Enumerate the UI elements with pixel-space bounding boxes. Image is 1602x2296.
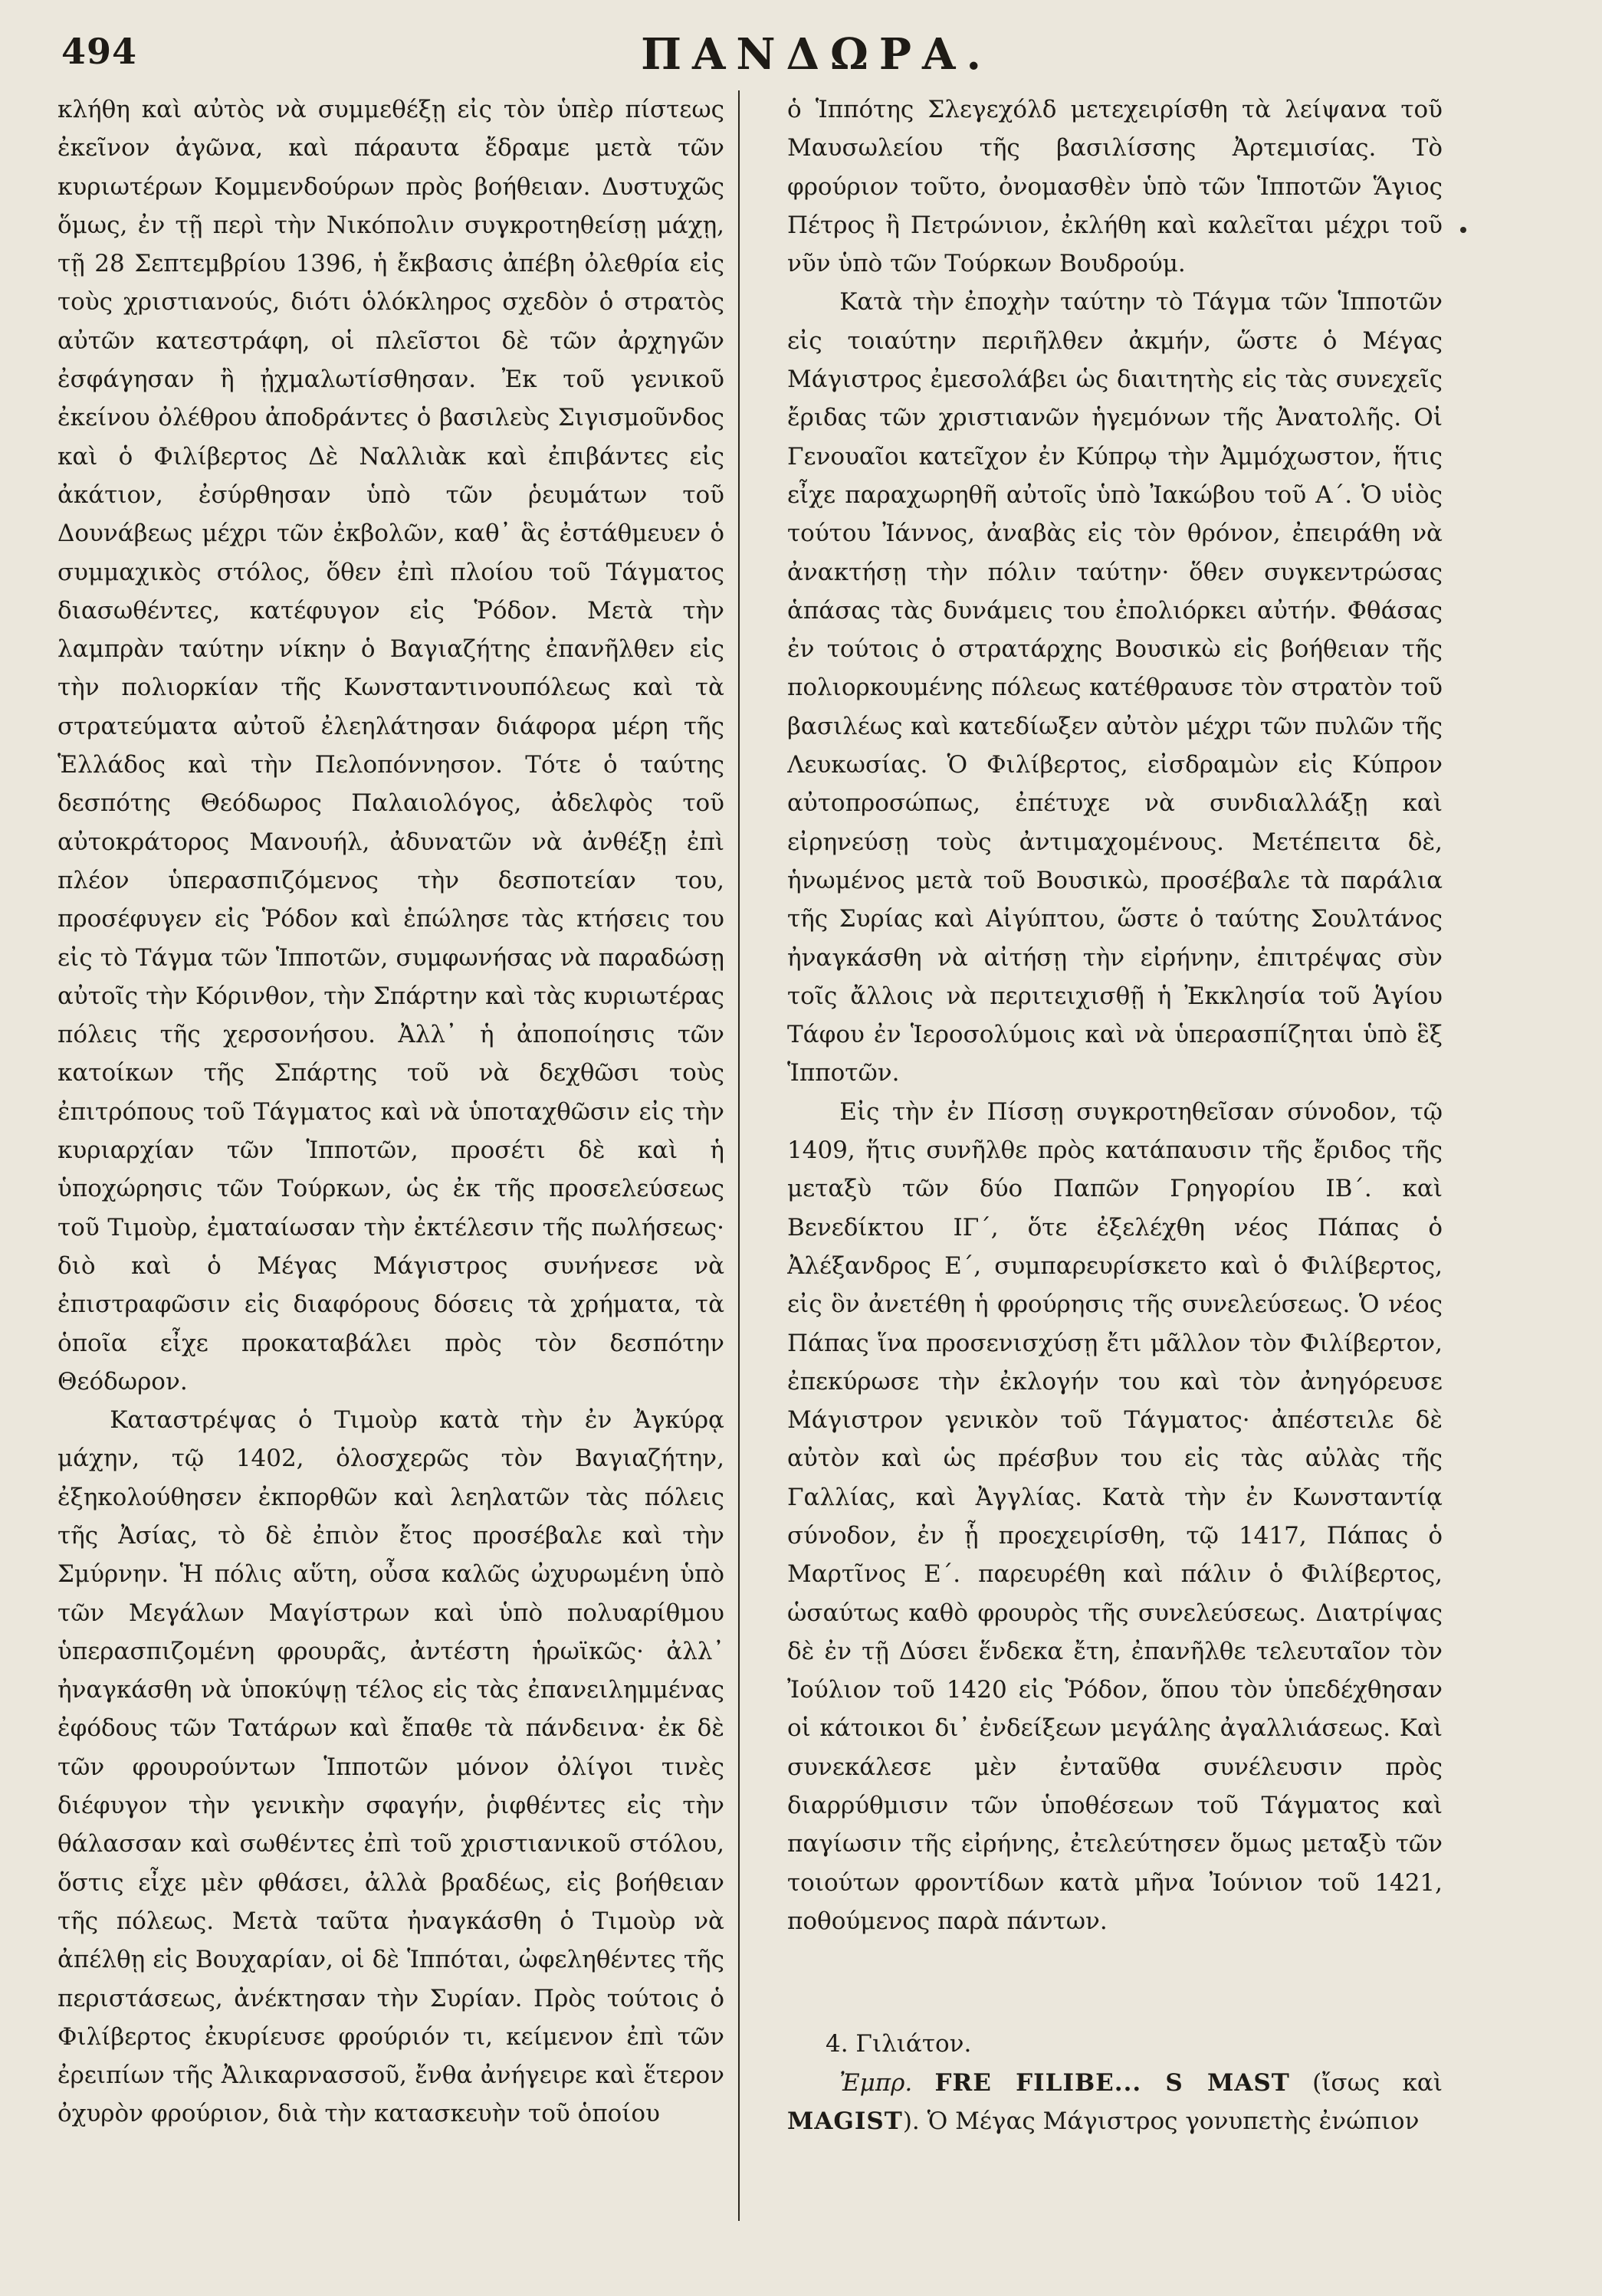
margin-mark xyxy=(1460,227,1466,233)
note-rest: ). Ὁ Μέγας Μάγιστρος γονυπετὴς ἐνώπιον xyxy=(902,2107,1420,2135)
inscription-caps-2: MAGIST xyxy=(787,2107,903,2135)
note-heading: 4. Γιλιάτον. xyxy=(826,2030,972,2058)
running-title: ΠΑΝΔΩΡΑ. xyxy=(641,29,992,80)
left-paragraph-2: Καταστρέψας ὁ Τιμοὺρ κατὰ τὴν ἐν Ἀγκύρᾳ μάχην, τῷ 1402, ὁλοσχερῶς τὸν Βαγιαζήτην, ἐξηκολούθησεν ἐκπορθῶν καὶ λεηλατῶν τὰς πόλεις τῆς Ἀσίας, τὸ δὲ ἐπιὸν ἔτος προσέβαλε καὶ τὴν Σμύρνην. Ἡ πόλις αὕτη, οὖσα καλῶς ὠχυρωμένη ὑπὸ τῶν Μεγάλων Μαγίστρων καὶ ὑπὸ πολυαρίθμου ὑπερασπιζομένη φρουρᾶς, ἀντέστη ἡρωϊκῶς· ἀλλ᾽ ἠναγκάσθη νὰ ὑποκύψῃ τέλος εἰς τὰς ἐπανειλημμένας ἐφόδους τῶν Τατάρων καὶ ἔπαθε τὰ πάνδεινα· ἐκ δὲ τῶν φρουρούντων Ἱπποτῶν μόνον ὀλίγοι τινὲς διέφυγον τὴν γενικὴν σφαγήν, ῥιφθέντες εἰς τὴν θάλασσαν καὶ σωθέντες ἐπὶ τοῦ χριστιανικοῦ στόλου, ὅστις εἶχε μὲν φθάσει, ἀλλὰ βραδέως, εἰς βοήθειαν τῆς πόλεως. Μετὰ ταῦτα ἠναγκάσθη ὁ Τιμοὺρ νὰ ἀπέλθῃ εἰς Βουχαρίαν, οἱ δὲ Ἱππόται, ὠφεληθέντες τῆς περιστάσεως, ἀνέκτησαν τὴν Συρίαν. Πρὸς τούτοις ὁ Φιλίβερτος ἐκυρίευσε φρούριόν τι, κείμενον ἐπὶ τῶν ἐρειπίων τῆς Ἀλικαρνασσοῦ, ἔνθα ἀνήγειρε καὶ ἕτερον ὀχυρὸν φρούριον, διὰ τὴν κατασκευὴν τοῦ ὁποίου xyxy=(57,1406,724,2128)
note-spacer xyxy=(787,1940,1443,2025)
right-paragraph-2: Κατὰ τὴν ἐποχὴν ταύτην τὸ Τάγμα τῶν Ἱπποτῶν εἰς τοιαύτην περιῆλθεν ἀκμήν, ὥστε ὁ Μέγας Μάγιστρος ἐμεσολάβει ὡς διαιτητὴς εἰς τὰς συνεχεῖς ἔριδας τῶν χριστιανῶν ἡγεμόνων τῆς Ἀνατολῆς. Οἱ Γενουαῖοι κατεῖχον ἐν Κύπρῳ τὴν Ἀμμόχωστον, ἥτις εἶχε παραχωρηθῆ αὐτοῖς ὑπὸ Ἰακώβου τοῦ Α΄. Ὁ υἱὸς τούτου Ἰάννος, ἀναβὰς εἰς τὸν θρόνον, ἐπειράθη νὰ ἀνακτήσῃ τὴν πόλιν ταύτην· ὅθεν συγκεντρώσας ἁπάσας τὰς δυνάμεις του ἐπολιόρκει αὐτήν. Φθάσας ἐν τούτοις ὁ στρατάρχης Βουσικὼ εἰς βοήθειαν τῆς πολιορκουμένης πόλεως κατέθραυσε τὸν στρατὸν τοῦ βασιλέως καὶ κατεδίωξεν αὐτὸν μέχρι τῶν πυλῶν τῆς Λευκωσίας. Ὁ Φιλίβερτος, εἰσδραμὼν εἰς Κύπρον αὐτοπροσώπως, ἐπέτυχε νὰ συνδιαλλάξῃ καὶ εἰρηνεύσῃ τοὺς ἀντιμαχομένους. Μετέπειτα δὲ, ἡνωμένος μετὰ τοῦ Βουσικὼ, προσέβαλε τὰ παράλια τῆς Συρίας καὶ Αἰγύπτου, ὥστε ὁ ταύτης Σουλτάνος ἠναγκάσθη νὰ αἰτήσῃ τὴν εἰρήνην, ἐπιτρέψας σὺν τοῖς ἄλλοις νὰ περιτειχισθῇ ἡ Ἐκκλησία τοῦ Ἁγίου Τάφου ἐν Ἱεροσολύμοις καὶ νὰ ὑπερασπίζηται ὑπὸ ἓξ Ἱπποτῶν. xyxy=(787,288,1443,1087)
note-text xyxy=(787,2064,1443,2141)
right-paragraph-3: Εἰς τὴν ἐν Πίσσῃ συγκροτηθεῖσαν σύνοδον, τῷ 1409, ἥτις συνῆλθε πρὸς κατάπαυσιν τῆς ἔριδος τῆς μεταξὺ τῶν δύο Παπῶν Γρηγορίου ΙΒ΄. καὶ Βενεδίκτου ΙΓ΄, ὅτε ἐξελέχθη νέος Πάπας ὁ Ἀλέξανδρος Ε΄, συμπαρευρίσκετο καὶ ὁ Φιλίβερτος, εἰς ὃν ἀνετέθη ἡ φρούρησις τῆς συνελεύσεως. Ὁ νέος Πάπας ἵνα προσενισχύσῃ ἔτι μᾶλλον τὸν Φιλίβερτον, ἐπεκύρωσε τὴν ἐκλογήν του καὶ τὸν ἀνηγόρευσε Μάγιστρον γενικὸν τοῦ Τάγματος· ἀπέστειλε δὲ αὐτὸν καὶ ὡς πρέσβυν του εἰς τὰς αὐλὰς τῆς Γαλλίας, καὶ Ἀγγλίας. Κατὰ τὴν ἐν Κωνσταντίᾳ σύνοδον, ἐν ᾗ προεχειρίσθη, τῷ 1417, Πάπας ὁ Μαρτῖνος Ε΄. παρευρέθη καὶ πάλιν ὁ Φιλίβερτος, ὡσαύτως καθὸ φρουρὸς τῆς συνελεύσεως. Διατρίψας δὲ ἐν τῇ Δύσει ἕνδεκα ἔτη, ἐπανῆλθε τελευταῖον τὸν Ἰούλιον τοῦ 1420 εἰς Ῥόδον, ὅπου τὸν ὑπεδέχθησαν οἱ κάτοικοι δι᾽ ἐνδείξεων μεγάλης ἀγαλλιάσεως. Καὶ συνεκάλεσε μὲν ἐνταῦθα συνέλευσιν πρὸς διαρρύθμισιν τῶν ὑποθέσεων τοῦ Τάγματος καὶ παγίωσιν τῆς εἰρήνης, ἐτελεύτησεν ὅμως μεταξὺ τῶν τοιούτων φροντίδων κατὰ μῆνα Ἰούνιον τοῦ 1421, ποθούμενος παρὰ πάντων. xyxy=(787,1097,1443,1935)
note-prefix: Ἐμπρ. xyxy=(839,2068,913,2097)
page-header xyxy=(0,26,1602,87)
column-divider xyxy=(738,90,740,2221)
right-column xyxy=(787,90,1443,2275)
note-aside: (ἴσως καὶ xyxy=(1312,2068,1443,2097)
left-paragraph-1: κλήθη καὶ αὐτὸς νὰ συμμεθέξῃ εἰς τὸν ὑπὲρ πίστεως ἐκεῖνον ἀγῶνα, καὶ πάραυτα ἔδραμε μετὰ τῶν κυριωτέρων Κομμενδούρων πρὸς βοήθειαν. Δυστυχῶς ὅμως, ἐν τῇ περὶ τὴν Νικόπολιν συγκροτηθείσῃ μάχῃ, τῇ 28 Σεπτεμβρίου 1396, ἡ ἔκβασις ἀπέβη ὀλεθρία εἰς τοὺς χριστιανούς, διότι ὁλόκληρος σχεδὸν ὁ στρατὸς αὐτῶν κατεστράφη, οἱ πλεῖστοι δὲ τῶν ἀρχηγῶν ἐσφάγησαν ἢ ᾐχμαλωτίσθησαν. Ἐκ τοῦ γενικοῦ ἐκείνου ὀλέθρου ἀποδράντες ὁ βασιλεὺς Σιγισμοῦνδος καὶ ὁ Φιλίβερτος Δὲ Ναλλιὰκ καὶ ἐπιβάντες εἰς ἀκάτιον, ἐσύρθησαν ὑπὸ τῶν ῥευμάτων τοῦ Δουνάβεως μέχρι τῶν ἐκβολῶν, καθ᾽ ἃς ἐστάθμευεν ὁ συμμαχικὸς στόλος, ὅθεν ἐπὶ πλοίου τοῦ Τάγματος διασωθέντες, κατέφυγον εἰς Ῥόδον. Μετὰ τὴν λαμπρὰν ταύτην νίκην ὁ Βαγιαζήτης ἐπανῆλθεν εἰς τὴν πολιορκίαν τῆς Κωνσταντινουπόλεως καὶ τὰ στρατεύματα αὐτοῦ ἐλεηλάτησαν διάφορα μέρη τῆς Ἑλλάδος καὶ τὴν Πελοπόννησον. Τότε ὁ ταύτης δεσπότης Θεόδωρος Παλαιολόγος, ἀδελφὸς τοῦ αὐτοκράτορος Μανουήλ, ἀδυνατῶν νὰ ἀνθέξῃ ἐπὶ πλέον ὑπερασπιζόμενος τὴν δεσποτείαν του, προσέφυγεν εἰς Ῥόδον καὶ ἐπώλησε τὰς κτήσεις του εἰς τὸ Τάγμα τῶν Ἱπποτῶν, συμφωνήσας νὰ παραδώσῃ αὐτοῖς τὴν Κόρινθον, τὴν Σπάρτην καὶ τὰς κυριωτέρας πόλεις τῆς χερσονήσου. Ἀλλ᾽ ἡ ἀποποίησις τῶν κατοίκων τῆς Σπάρτης τοῦ νὰ δεχθῶσι τοὺς ἐπιτρόπους τοῦ Τάγματος καὶ νὰ ὑποταχθῶσιν εἰς τὴν κυριαρχίαν τῶν Ἱπποτῶν, προσέτι δὲ καὶ ἡ ὑποχώρησις τῶν Τούρκων, ὡς ἐκ τῆς προσελεύσεως τοῦ Τιμοὺρ, ἐματαίωσαν τὴν ἐκτέλεσιν τῆς πωλήσεως· διὸ καὶ ὁ Μέγας Μάγιστρος συνήνεσε νὰ ἐπιστραφῶσιν εἰς διαφόρους δόσεις τὰ χρήματα, τὰ ὁποῖα εἶχε προκαταβάλει πρὸς τὸν δεσπότην Θεόδωρον. xyxy=(57,96,724,1396)
page-number: 494 xyxy=(61,31,138,72)
left-column xyxy=(57,90,724,2275)
inscription-caps-1: FRE FILIBE... S MAST xyxy=(934,2068,1290,2097)
right-paragraph-1: ὁ Ἱππότης Σλεγεχόλδ μετεχειρίσθη τὰ λείψανα τοῦ Μαυσωλείου τῆς βασιλίσσης Ἀρτεμισίας. Τὸ φρούριον τοῦτο, ὀνομασθὲν ὑπὸ τῶν Ἱπποτῶν Ἅγιος Πέτρος ἢ Πετρώνιον, ἐκλήθη καὶ καλεῖται μέχρι τοῦ νῦν ὑπὸ τῶν Τούρκων Βουδρούμ. xyxy=(787,96,1443,278)
